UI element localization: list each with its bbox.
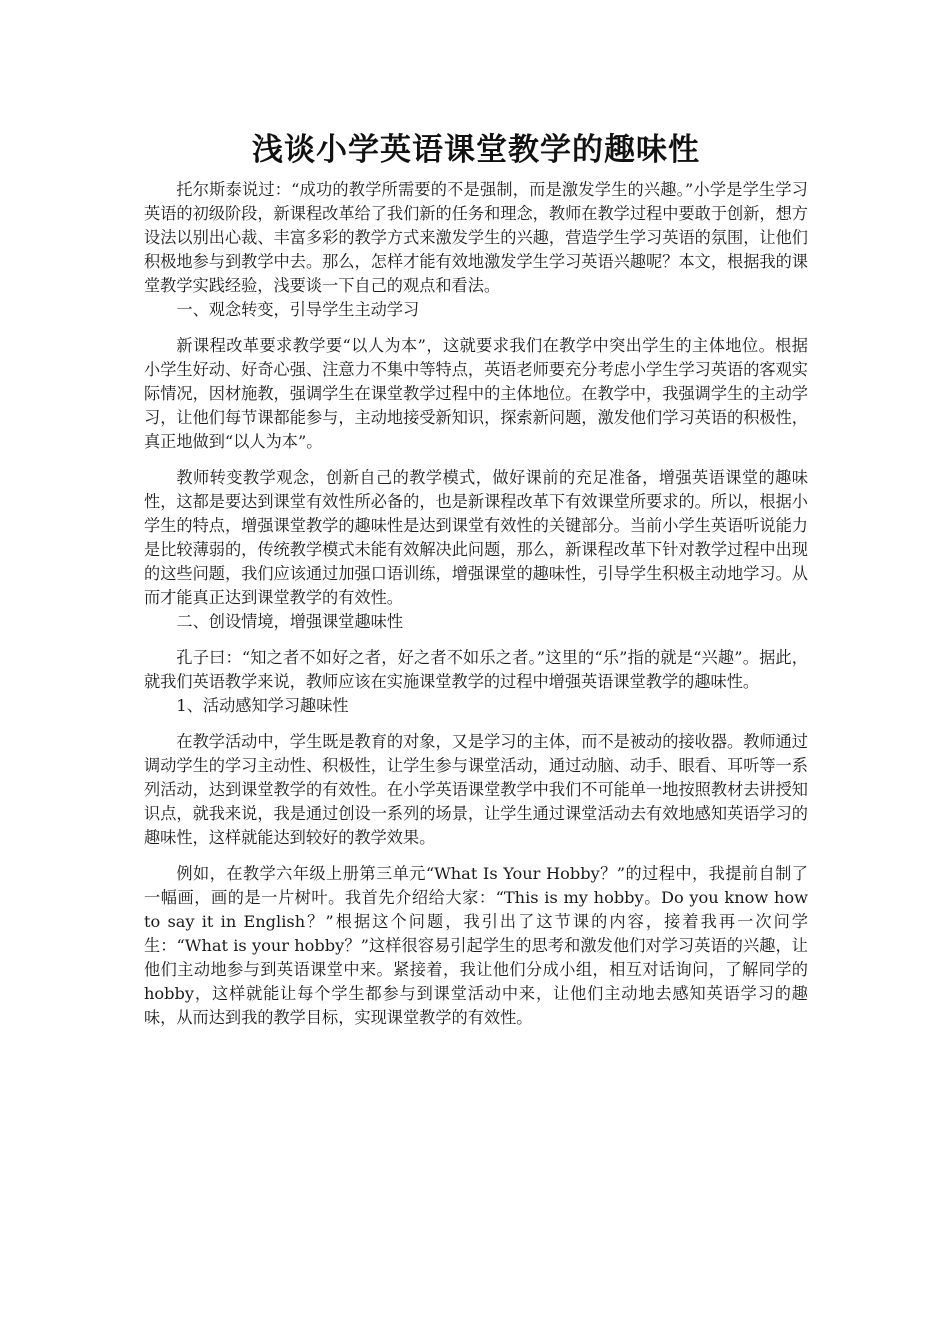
paragraph-teaching-concept: 教师转变教学观念，创新自己的教学模式，做好课前的充足准备，增强英语课堂的趣味性，这都是要达到课堂有效性所必备的，也是新课程改革下有效课堂所要求的。所以，根据小学生的特点，增强课堂教学的趣味性是达到课堂有效性的关键部分。当前小学生英语听说能力是比较薄弱的，传统教学模式未能有效解决此问题，那么，新课程改革下针对教学过程中出现的这些问题，我们应该通过加强口语训练，增强课堂的趣味性，引导学生积极主动地学习。从而才能真正达到课堂教学的有效性。 (144, 468, 808, 607)
section-heading-2: 二、创设情境，增强课堂趣味性 (176, 612, 404, 631)
section-heading-1: 一、观念转变，引导学生主动学习 (176, 300, 420, 319)
paragraph-student-centered: 新课程改革要求教学要“以人为本”，这就要求我们在教学中突出学生的主体地位。根据小学生好动、好奇心强、注意力不集中等特点，英语老师要充分考虑小学生学习英语的客观实际情况，因材施教，强调学生在课堂教学过程中的主体地位。在教学中，我强调学生的主动学习，让他们每节课都能参与，主动地接受新知识，探索新问题，激发他们学习英语的积极性，真正地做到“以人为本”。 (144, 336, 808, 451)
paragraph-activities: 在教学活动中，学生既是教育的对象，又是学习的主体，而不是被动的接收器。教师通过调动学生的学习主动性、积极性，让学生参与课堂活动，通过动脑、动手、眼看、耳听等一系列活动，达到课堂教学的有效性。在小学英语课堂教学中我们不可能单一地按照教材去讲授知识点，就我来说，我是通过创设一系列的场景，让学生通过课堂活动去有效地感知英语学习的趣味性，这样就能达到较好的教学效果。 (144, 732, 808, 847)
document-title: 浅谈小学英语课堂教学的趣味性 (252, 132, 700, 168)
subsection-heading-1: 1、活动感知学习趣味性 (176, 696, 349, 715)
document-page (144, 128, 808, 1030)
paragraph-hobby-example: 例如，在教学六年级上册第三单元“What Is Your Hobby？”的过程中，我提前自制了一幅画，画的是一片树叶。我首先介绍给大家：“This is my hobby。Do you know how to say it in English？”根据这个问题，我引出了这节课的内容，接着我再一次问学生：“What is your hobby？”这样很容易引起学生的思考和激发他们对学习英语的兴趣，让他们主动地参与到英语课堂中来。紧接着，我让他们分成小组，相互对话询问，了解同学的hobby，这样就能让每个学生都参与到课堂活动中来，让他们主动地去感知英语学习的趣味，从而达到我的教学目标，实现课堂教学的有效性。 (144, 864, 808, 1027)
paragraph-intro: 托尔斯泰说过：“成功的教学所需要的不是强制，而是激发学生的兴趣。”小学是学生学习英语的初级阶段，新课程改革给了我们新的任务和理念，教师在教学过程中要敢于创新，想方设法以别出心裁、丰富多彩的教学方式来激发学生的兴趣，营造学生学习英语的氛围，让他们积极地参与到教学中去。那么，怎样才能有效地激发学生学习英语兴趣呢？本文，根据我的课堂教学实践经验，浅要谈一下自己的观点和看法。 (144, 180, 808, 295)
paragraph-confucius: 孔子曰：“知之者不如好之者，好之者不如乐之者。”这里的“乐”指的就是“兴趣”。据此，就我们英语教学来说，教师应该在实施课堂教学的过程中增强英语课堂教学的趣味性。 (144, 648, 808, 691)
